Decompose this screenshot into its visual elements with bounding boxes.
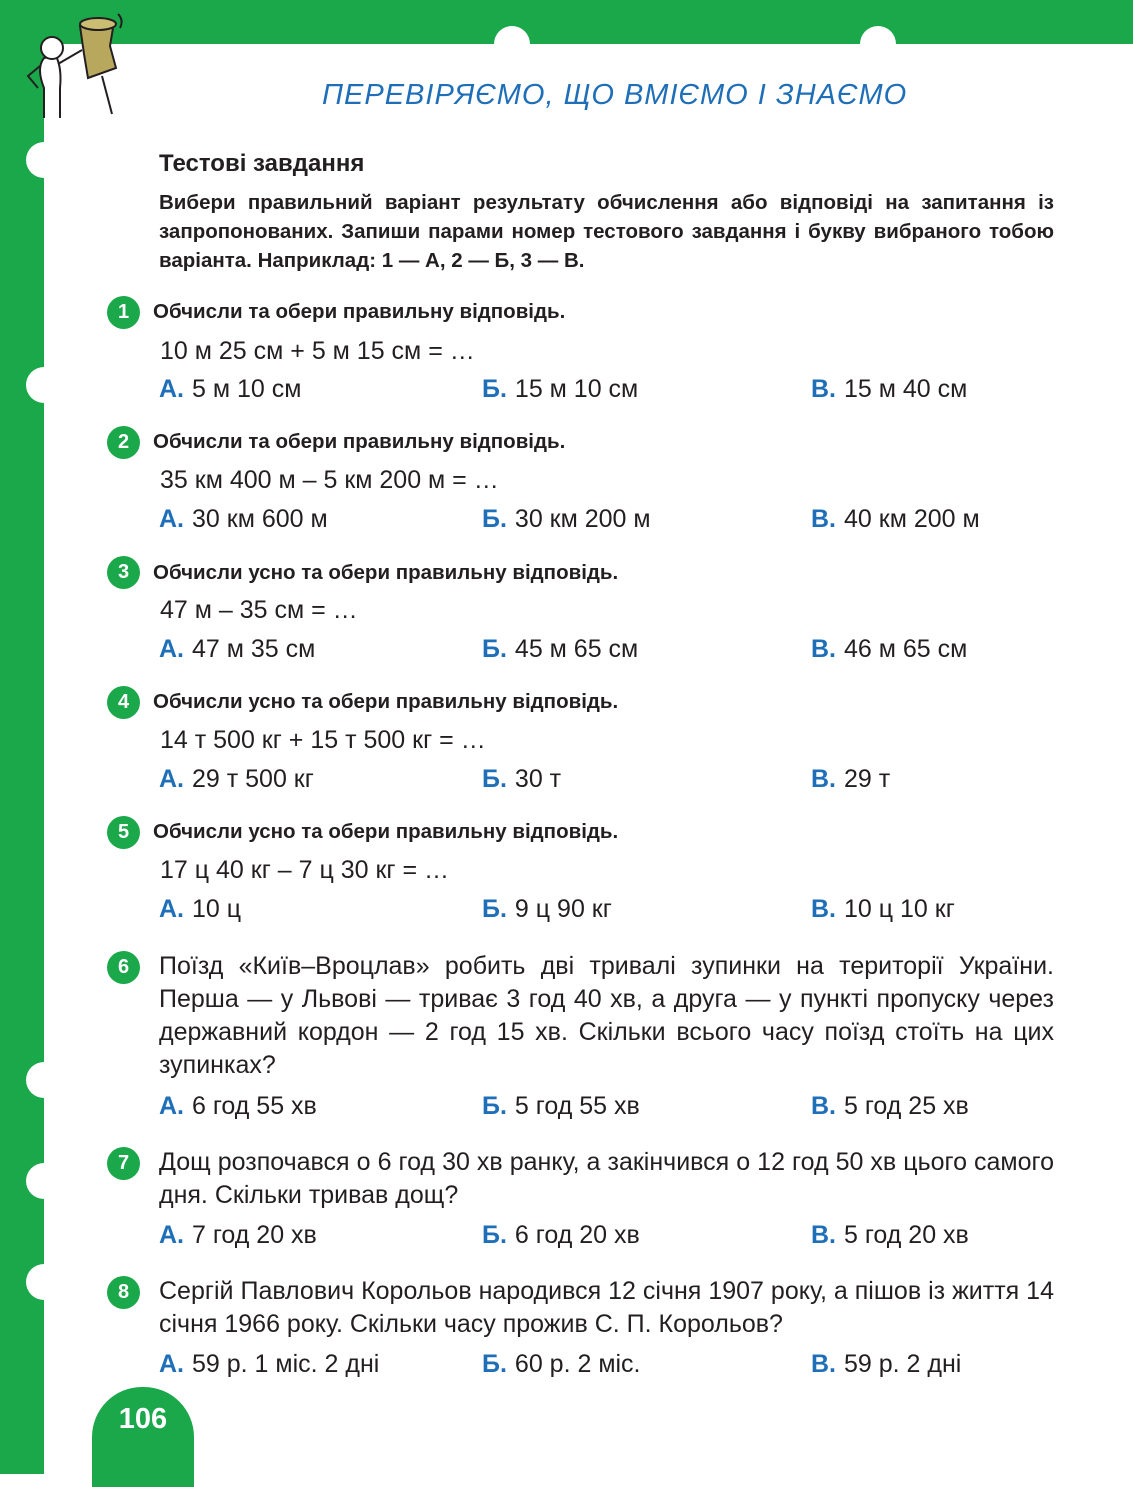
option-letter: Б. <box>482 375 507 403</box>
option-text: 9 ц 90 кг <box>514 895 612 923</box>
answer-option-b[interactable] <box>482 895 612 924</box>
answer-option-a[interactable] <box>159 375 301 404</box>
task-text: Сергій Павлович Корольов народився 12 січня 1907 року, а пішов із життя 14 січня 1966 року. Скільки часу прожив С. П. Корольов? <box>159 1277 1054 1338</box>
task-instruction: Обчисли усно та обери правильну відповідь. <box>153 820 619 843</box>
option-letter: В. <box>811 895 836 923</box>
option-letter: Б. <box>482 1350 507 1378</box>
task-expression: 47 м – 35 см = … <box>160 596 358 624</box>
page-number: 106 <box>118 1403 168 1435</box>
frame-notch <box>494 26 530 62</box>
answer-option-b[interactable] <box>482 505 651 534</box>
answer-option-a[interactable] <box>159 1221 317 1250</box>
answer-option-c[interactable] <box>811 1092 969 1121</box>
option-letter: Б. <box>482 505 507 533</box>
option-text: 7 год 20 хв <box>192 1221 317 1249</box>
option-letter: А. <box>159 1092 184 1120</box>
page-number-tab <box>92 1387 194 1487</box>
task-text: Поїзд «Київ–Вроцлав» робить дві тривалі зупинки на території України. Перша — у Львові — триває 3 год 40 хв, а друга — у пункті пропуску через державний кордон — 2 год 15 хв. Скільки всього часу поїзд стоїть на цих зупинках? <box>159 952 1054 1079</box>
task-text: Дощ розпочався о 6 год 30 хв ранку, а закінчився о 12 год 50 хв цього самого дня. Скільки тривав дощ? <box>159 1148 1054 1209</box>
answer-option-c[interactable] <box>811 375 967 404</box>
option-text: 5 год 55 хв <box>514 1092 640 1120</box>
option-text: 5 год 20 хв <box>844 1221 969 1249</box>
tests-heading: Тестові завдання <box>159 150 365 177</box>
option-text: 40 км 200 м <box>844 505 980 533</box>
option-text: 46 м 65 см <box>844 635 968 663</box>
option-letter: Б. <box>482 635 507 663</box>
option-text: 30 км 600 м <box>192 505 328 533</box>
task-instruction: Обчисли та обери правильну відповідь. <box>153 300 566 323</box>
option-text: 30 т <box>514 765 562 793</box>
answer-option-c[interactable] <box>811 1221 969 1250</box>
answer-option-b[interactable] <box>482 765 561 794</box>
task-expression: 35 км 400 м – 5 км 200 м = … <box>160 466 499 494</box>
pushpin-mascot-icon <box>22 6 132 118</box>
option-letter: А. <box>159 635 184 663</box>
option-letter: Б. <box>482 1221 507 1249</box>
task-number-badge: 3 <box>107 556 140 589</box>
answer-option-a[interactable] <box>159 765 314 794</box>
option-letter: А. <box>159 1350 184 1378</box>
option-letter: В. <box>811 765 836 793</box>
option-text: 6 год 20 хв <box>514 1221 640 1249</box>
task-expression: 17 ц 40 кг – 7 ц 30 кг = … <box>160 856 450 884</box>
option-text: 30 км 200 м <box>514 505 651 533</box>
answer-option-a[interactable] <box>159 1350 379 1379</box>
option-text: 29 т 500 кг <box>192 765 314 793</box>
option-text: 59 р. 2 дні <box>844 1350 962 1378</box>
frame-notch <box>26 1163 62 1199</box>
answer-option-c[interactable] <box>811 635 967 664</box>
task-expression: 10 м 25 см + 5 м 15 см = … <box>160 337 475 365</box>
answer-option-a[interactable] <box>159 1092 317 1121</box>
frame-notch <box>26 1062 62 1098</box>
section-title: ПЕРЕВІРЯЄМО, ЩО ВМІЄМО І ЗНАЄМО <box>322 79 908 111</box>
answer-option-c[interactable] <box>811 1350 961 1379</box>
task-number-badge: 6 <box>107 951 140 984</box>
answer-option-c[interactable] <box>811 765 890 794</box>
task-expression: 14 т 500 кг + 15 т 500 кг = … <box>160 726 486 754</box>
option-letter: А. <box>159 895 184 923</box>
task-instruction: Обчисли та обери правильну відповідь. <box>153 430 566 453</box>
option-text: 60 р. 2 міс. <box>514 1350 641 1378</box>
option-letter: В. <box>811 1092 836 1120</box>
frame-notch <box>26 1264 62 1300</box>
option-letter: В. <box>811 505 836 533</box>
answer-option-b[interactable] <box>482 635 638 664</box>
option-letter: А. <box>159 765 184 793</box>
option-text: 5 год 25 хв <box>844 1092 969 1120</box>
task-instruction: Обчисли усно та обери правильну відповідь. <box>153 561 619 584</box>
page-frame-top <box>0 0 1133 44</box>
answer-option-c[interactable] <box>811 895 955 924</box>
option-text: 6 год 55 хв <box>192 1092 317 1120</box>
frame-notch <box>26 142 62 178</box>
option-letter: Б. <box>482 1092 507 1120</box>
page-frame-left <box>0 0 44 1474</box>
option-text: 15 м 40 см <box>844 375 968 403</box>
task-number-badge: 1 <box>107 296 140 329</box>
option-letter: А. <box>159 375 184 403</box>
option-letter: В. <box>811 1221 836 1249</box>
option-text: 10 ц 10 кг <box>844 895 955 923</box>
task-instruction: Обчисли усно та обери правильну відповідь. <box>153 690 619 713</box>
option-letter: А. <box>159 505 184 533</box>
option-letter: В. <box>811 1350 836 1378</box>
option-text: 59 р. 1 міс. 2 дні <box>192 1350 380 1378</box>
answer-option-a[interactable] <box>159 635 315 664</box>
option-letter: Б. <box>482 895 507 923</box>
frame-notch <box>860 26 896 62</box>
task-number-badge: 8 <box>107 1276 140 1309</box>
answer-option-b[interactable] <box>482 1221 640 1250</box>
answer-option-a[interactable] <box>159 895 241 924</box>
option-text: 29 т <box>844 765 891 793</box>
option-text: 10 ц <box>192 895 242 923</box>
option-text: 47 м 35 см <box>192 635 316 663</box>
option-letter: В. <box>811 635 836 663</box>
task-number-badge: 4 <box>107 686 140 719</box>
answer-option-c[interactable] <box>811 505 980 534</box>
option-text: 15 м 10 см <box>514 375 639 403</box>
task-number-badge: 2 <box>107 426 140 459</box>
task-number-badge: 5 <box>107 816 140 849</box>
task-number-badge: 7 <box>107 1147 140 1180</box>
answer-option-a[interactable] <box>159 505 328 534</box>
answer-option-b[interactable] <box>482 375 638 404</box>
option-text: 5 м 10 см <box>192 375 302 403</box>
option-letter: А. <box>159 1221 184 1249</box>
answer-option-b[interactable] <box>482 1092 640 1121</box>
tests-instructions: Вибери правильний варіант результату обчислення або відповіді на запитання із запропонованих. Запиши парами номер тестового завдання і букву вибраного тобою варіанта. Наприклад: 1 — А, 2 — Б, 3 — В. <box>159 191 1054 272</box>
option-letter: В. <box>811 375 836 403</box>
answer-option-b[interactable] <box>482 1350 641 1379</box>
option-letter: Б. <box>482 765 507 793</box>
option-text: 45 м 65 см <box>514 635 639 663</box>
frame-notch <box>26 367 62 403</box>
